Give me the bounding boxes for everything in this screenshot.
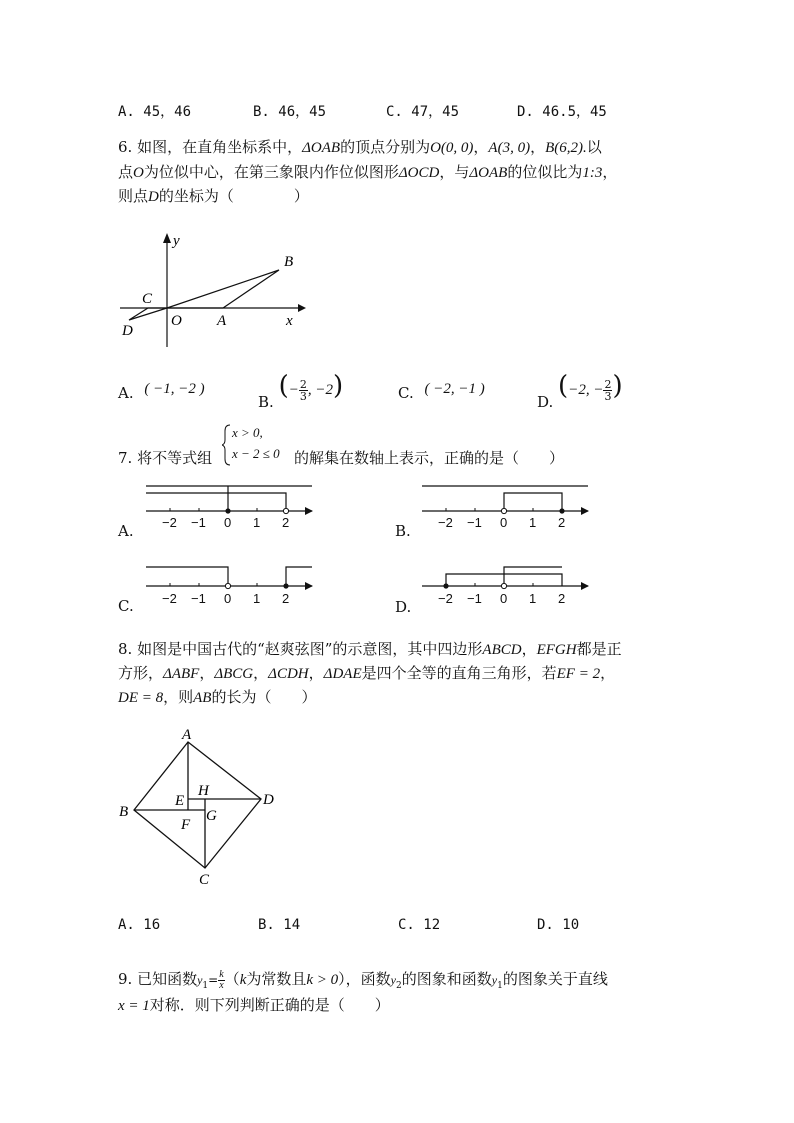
fraction: $\frac{2}{3}$ [604,377,612,403]
label-a: A [217,313,227,329]
q7-option-d-label: D. [395,598,412,616]
label-c: C [199,872,210,888]
q8-option-a: A. 16 [118,917,161,933]
label-b: B [284,254,294,270]
q8-figure [112,722,282,890]
label-c: C [142,291,153,307]
q7-system-brace [222,423,232,467]
q7-option-b-label: B. [395,522,411,540]
label-x: x [286,313,293,329]
q6-figure [112,225,312,355]
open-point [225,583,230,588]
open-point [501,583,506,588]
label-b: B [119,804,129,820]
square-abcd [134,742,261,868]
q8-line-1: 8. 如图是中国古代的“赵爽弦图”的示意图，其中四边形ABCD，EFGH都是正 [118,640,622,658]
fraction: $\frac{k}{x}$ [219,968,224,991]
open-point [501,508,506,513]
q7-option-a-label: A. [118,522,134,540]
solid-point [559,508,564,513]
q8-option-c: C. 12 [398,917,441,933]
q6-line-1: 6. 如图，在直角坐标系中，ΔOAB的顶点分别为O(0, 0)，A(3, 0)，B(6,2).以 [118,138,602,156]
solid-point [443,583,448,588]
q9-line-1: 9. 已知函数$y_1=$ $\frac{k}{x}$ （k为常数且k > 0），函数$y_2$的图象和函数$y_1$的图象关于直线 [118,968,608,991]
y-axis-arrow [163,233,171,243]
q7-prefix: 7. 将不等式组 [118,449,213,467]
open-point [283,508,288,513]
q9-line-2: x = 1对称．则下列判断正确的是（ ） [118,996,390,1014]
triangle-ocd [129,308,167,320]
q8-option-b: B. 14 [258,917,301,933]
q5-option-d: D. 46.5，45 [517,104,607,120]
triangle-oab [167,270,279,308]
label-y: y [173,233,180,249]
q6-option-c: C. ( −2, −1 ) [398,381,485,402]
fraction: $\frac{2}{3}$ [299,377,307,403]
label-d: D [122,323,133,339]
q7-inequality-2: x − 2 ≤ 0 [232,446,280,461]
q5-option-b: B. 46，45 [253,104,327,120]
q6-option-a: A. ( −1, −2 ) [118,381,205,402]
solid-point [225,508,230,513]
q6-option-d: D. (−2, − $\frac{2}{3}$ ) [537,371,623,411]
label-o: O [171,313,182,329]
q8-line-2: 方形，ΔABF，ΔBCG，ΔCDH，ΔDAE是四个全等的直角三角形，若EF = 2， [118,664,616,682]
q7-suffix: 的解集在数轴上表示，正确的是（ ） [294,449,565,467]
label-d: D [263,792,274,808]
q6-line-2: 点O为位似中心，在第三象限内作位似图形ΔOCD，与ΔOAB的位似比为1:3， [118,163,618,181]
q7-option-c-label: C. [118,597,134,615]
q8-line-3: DE = 8，则AB的长为（ ） [118,688,317,706]
q7-inequality-1: x > 0, [232,425,263,440]
label-e: E [175,793,185,809]
solid-point [283,583,288,588]
label-f: F [181,817,191,833]
q6-line-3: 则点D的坐标为（ ） [118,187,309,205]
x-axis-arrow [298,304,306,312]
label-a: A [182,727,192,743]
q8-option-d: D. 10 [537,917,580,933]
label-h: H [198,783,209,799]
label-g: G [206,808,217,824]
q5-option-c: C. 47，45 [386,104,460,120]
q5-option-a: A. 45，46 [118,104,192,120]
q6-option-b: B. (− $\frac{2}{3}$ , −2) [258,371,344,411]
